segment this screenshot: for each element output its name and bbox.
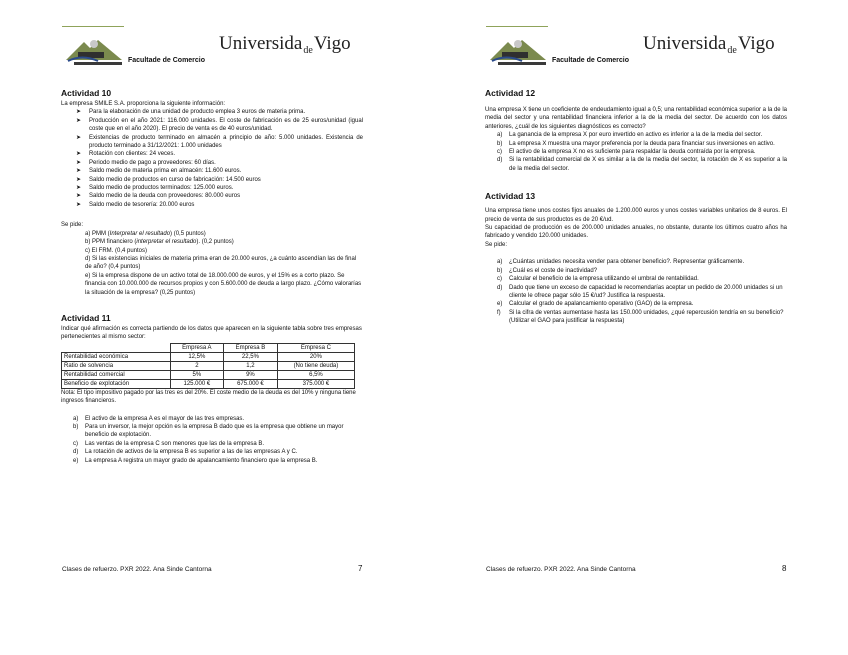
arrow-bullet-icon: ➤ <box>76 168 82 175</box>
bullet-item: ➤ Periodo medio de pago a proveedores: 60 días. <box>76 159 216 166</box>
activity-11-intro: Indicar qué afirmación es correcta partiendo de los datos que aparecen en la siguiente tabla sobre tres empresas pertenecientes al mismo sector: <box>61 325 362 341</box>
bullet-item: ➤ Para la elaboración de una unidad de producto emplea 3 euros de materia prima. <box>76 109 306 116</box>
option-item: a) El activo de la empresa A es el mayor de las tres empresas. <box>73 415 245 422</box>
option-item: e) Calcular el grado de apalancamiento operativo (GAO) de la empresa. <box>497 301 694 308</box>
option-item: d) Si la rentabilidad comercial de X es similar a la de la media del sector, la rotación de X es superior a la de la media del sector. <box>497 157 787 172</box>
activity-10-questions <box>61 230 363 297</box>
faculty-logo <box>488 32 548 66</box>
activity-12-title: Actividad 12 <box>485 88 536 98</box>
bullet-item: ➤ Saldo medio de tesorería: 20.000 euros <box>76 201 195 208</box>
question-e: e) Si la empresa dispone de un activo total de 18.000.000 de euros, y el 15% es a corto plazo. Se financia con 10.000.000 de recursos propios y con 5.600.000 de deuda a largo plazo. ¿Cómo valorarías la situación de la empresa? (0,25 puntos) <box>85 272 362 296</box>
bullet-item: ➤ Saldo medio de productos terminados: 125.000 euros. <box>76 185 234 192</box>
column-header: Empresa B <box>224 343 278 352</box>
faculty-logo <box>64 32 124 66</box>
se-pide-label: Se pide: <box>485 241 508 248</box>
university-logo-text: Universida$_{de}$Vigo <box>219 33 351 56</box>
faculty-name: Facultade de Comercio <box>128 57 206 64</box>
question-b: b) PPM financiero (interpretar el resultado). (0,2 puntos) <box>85 239 234 246</box>
table-header-row <box>62 343 355 352</box>
page-number: 7 <box>358 564 363 573</box>
option-item: c) Calcular el beneficio de la empresa utilizando el umbral de rentabilidad. <box>497 276 699 283</box>
activity-13-intro-2: Su capacidad de producción es de 200.000 unidades anuales, no obstante, durante los últimos cuatro años ha fabricado y vendido 120.000 unidades. <box>485 225 787 240</box>
header-line <box>486 26 548 27</box>
question-d: d) Si las existencias iniciales de materia prima eran de 20.000 euros, ¿a cuánto ascendían las de final de año? (0,4 puntos) <box>85 255 357 271</box>
activity-13-options <box>485 258 787 325</box>
arrow-bullet-icon: ➤ <box>76 134 82 141</box>
university-logo-text: Universida$_{de}$Vigo <box>643 33 775 56</box>
page-8 <box>424 0 848 655</box>
option-item: a) ¿Cuántas unidades necesita vender para obtener beneficio?. Representar gráficamente. <box>497 259 745 266</box>
option-item: c) El activo de la empresa X no es suficiente para respaldar la deuda contraída por la empresa. <box>497 149 756 156</box>
option-item: b) ¿Cuál es el coste de inactividad? <box>497 267 598 274</box>
activity-11-options <box>61 415 363 465</box>
arrow-bullet-icon: ➤ <box>76 109 82 116</box>
table-row: Beneficio de explotación 125.000 € 675.000 € 375.000 € <box>62 379 355 388</box>
bullet-item: ➤ Producción en el año 2021: 116.000 unidades. El coste de fabricación es de 25 euros/unidad (igual coste que en el año 2020). El precio de venta es de 40 euros/unidad. <box>76 117 363 133</box>
option-item: a) La ganancia de la empresa X por euro invertido en activo es inferior a la de la media del sector. <box>497 132 763 139</box>
activity-11-title: Actividad 11 <box>61 312 111 323</box>
arrow-bullet-icon: ➤ <box>76 151 82 158</box>
companies-table <box>61 343 355 389</box>
activity-12-options <box>485 131 787 173</box>
arrow-bullet-icon: ➤ <box>76 201 82 208</box>
faculty-name: Facultade de Comercio <box>552 57 630 64</box>
table-row: Ratio de solvencia 2 1,2 (No tiene deuda) <box>62 361 355 370</box>
arrow-bullet-icon: ➤ <box>76 185 82 192</box>
activity-13-intro: Una empresa tiene unos costes fijos anuales de 1.200.000 euros y unos costes variables unitarios de 8 euros. El precio de venta de sus productos es de 20 €/ud. <box>485 208 787 223</box>
column-header: Empresa A <box>170 343 223 352</box>
option-item: b) Para un inversor, la mejor opción es la empresa B dado que es la empresa que obtiene un mayor beneficio de explotación. <box>73 423 344 439</box>
bullet-item: ➤ Saldo medio de la deuda con proveedores: 80.000 euros <box>76 193 241 200</box>
activity-13-title: Actividad 13 <box>485 191 536 202</box>
arrow-bullet-icon: ➤ <box>76 117 82 124</box>
arrow-bullet-icon: ➤ <box>76 193 82 200</box>
option-item: d) La rotación de activos de la empresa B es superior a las de las empresas A y C. <box>73 449 298 456</box>
table-row: Rentabilidad comercial 5% 9% 6,5% <box>62 370 355 379</box>
bullet-item: ➤ Rotación con clientes: 24 veces. <box>76 151 176 158</box>
bullet-item: ➤ Saldo medio de productos en curso de fabricación: 14.500 euros <box>76 176 261 183</box>
question-a: a) PMM (Interpretar el resultado) (0,5 puntos) <box>85 230 206 237</box>
option-item: c) Las ventas de la empresa C son menores que las de la empresa B. <box>73 440 265 447</box>
activity-12-intro: Una empresa X tiene un coeficiente de endeudamiento igual a 0,5; una rentabilidad económica superior a la de la media del sector y una rentabilidad financiera inferior a la de la media del sector. De acuerdo con los datos anteriores, ¿cuál de los siguientes diagnósticos es correcto? <box>485 107 787 130</box>
column-header: Empresa C <box>277 343 354 352</box>
activity-10-title: Actividad 10 <box>61 88 112 98</box>
page-footer: Clases de refuerzo. PXR 2022. Ana Sinde Cantorna <box>486 566 636 573</box>
page-content <box>485 88 787 326</box>
question-c: c) El FRM. (0,4 puntos) <box>85 247 148 254</box>
table-row: Rentabilidad económica 12,5% 22,5% 20% <box>62 352 355 361</box>
option-item: d) Dado que tiene un exceso de capacidad le recomendarías aceptar un pedido de 20.000 unidades si un cliente le ofrece pagar sólo 15 €/ud? Justifica la respuesta. <box>497 284 783 299</box>
activity-10-intro: La empresa SMILE S.A. proporciona la siguiente información: <box>61 101 226 107</box>
option-item: b) La empresa X muestra una mayor preferencia por la deuda para financiar sus inversiones en activo. <box>497 140 775 147</box>
page-content <box>61 88 363 465</box>
activity-10-bullets <box>61 108 363 209</box>
arrow-bullet-icon: ➤ <box>76 176 82 183</box>
bullet-item: ➤ Existencias de producto terminado en almacén a principio de año: 5.000 unidades. Existencia de producto terminado a 31/12/2021: 1.000 unidades <box>76 134 363 150</box>
page-footer: Clases de refuerzo. PXR 2022. Ana Sinde Cantorna <box>62 566 212 573</box>
option-item: e) La empresa A registra un mayor grado de apalancamiento financiero que la empresa B. <box>73 457 318 464</box>
header-line <box>62 26 124 27</box>
activity-11-note: Nota: El tipo impositivo pagado por las tres es del 20%. El coste medio de la deuda es del 10% y ninguna tiene ingresos financieros. <box>61 389 356 405</box>
option-item: f) Si la cifra de ventas aumentase hasta las 150.000 unidades, ¿qué repercusión tendría en su beneficio? (Utilizar el GAO para justificar la respuesta) <box>497 309 784 325</box>
bullet-item: ➤ Saldo medio de materia prima en almacén: 11.600 euros. <box>76 168 242 175</box>
page-number: 8 <box>782 564 787 573</box>
se-pide-label: Se pide: <box>61 222 84 229</box>
arrow-bullet-icon: ➤ <box>76 159 82 166</box>
